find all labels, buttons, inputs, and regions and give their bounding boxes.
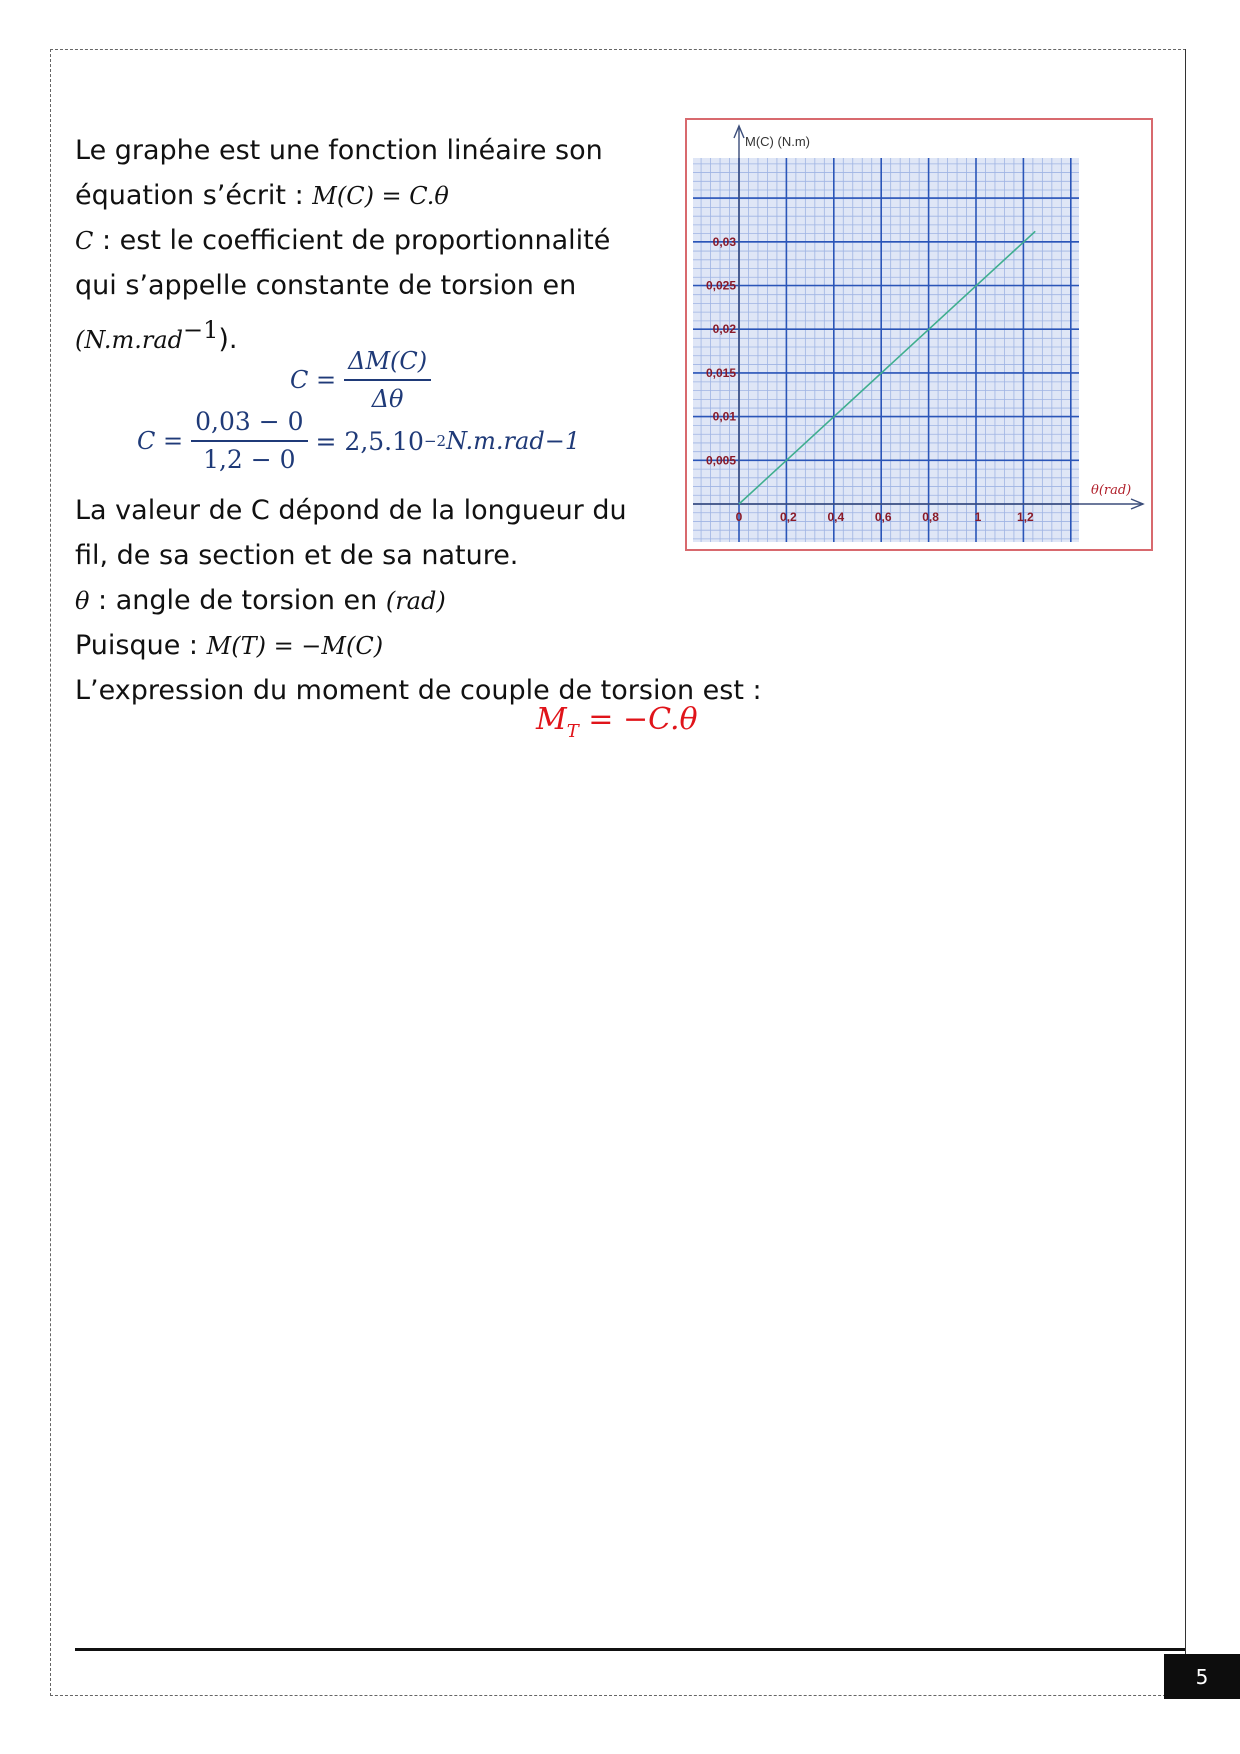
text-line-5: (N.m.rad$^{-1}$). [75, 316, 238, 355]
x-tick-label: 1,2 [1017, 510, 1034, 524]
x-tick-label: 0,8 [922, 510, 939, 524]
equation-c-value: C = $\frac{0,03 - 0}{1,2 - 0}$ = 2,5.10 −2 N.m.rad −1 [137, 407, 581, 474]
text-line-3: C : est le coefficient de proportionnalité [75, 225, 611, 256]
y-tick-label: 0,015 [705, 365, 736, 380]
text-line-8: θ : angle de torsion en (rad) [75, 585, 446, 616]
plot-background [693, 158, 1079, 542]
fraction-delta: $\frac{\Delta M(C)}{\Delta\theta}$ [344, 345, 431, 415]
y-tick-label: 0,025 [705, 278, 736, 293]
y-tick-label: 0,005 [705, 453, 736, 468]
text-line-10: L’expression du moment de couple de torsion est : [75, 675, 762, 706]
x-tick-label: 0,4 [827, 510, 845, 524]
x-tick-label: 1 [974, 510, 982, 524]
x-tick-label: 0,2 [780, 510, 797, 524]
text-line-1: Le graphe est une fonction linéaire son [75, 135, 603, 166]
chart-frame [685, 118, 1153, 551]
y-axis-label: M(C) (N.m) [745, 134, 810, 149]
body-text [75, 128, 675, 353]
x-tick-label: 0 [735, 510, 743, 524]
page-border-right [1185, 49, 1186, 1696]
text-line-6: La valeur de C dépond de la longueur du [75, 495, 627, 526]
torsion-chart [687, 120, 1151, 549]
equation-c-definition: C = $\frac{\Delta M(C)}{\Delta\theta}$ [290, 345, 439, 415]
x-axis-label: θ(rad) [1091, 483, 1132, 498]
y-tick-label: 0,03 [712, 234, 736, 249]
text-line-9: Puisque : M(T) = −M(C) [75, 630, 384, 661]
y-tick-label: 0,02 [712, 322, 736, 337]
text-line-4: qui s’appelle constante de torsion en [75, 270, 577, 301]
x-tick-label: 0,6 [874, 510, 892, 524]
text-line-2: équation s’écrit : M(C) = C.θ [75, 180, 449, 211]
text-line-7: fil, de sa section et de sa nature. [75, 540, 519, 571]
page-number: 5 [1164, 1654, 1240, 1699]
y-tick-label: 0,01 [712, 409, 736, 424]
final-equation: $M_T = -C.\theta$ [536, 702, 698, 742]
fraction-values: $\frac{0,03 - 0}{1,2 - 0}$ [191, 406, 307, 476]
footer-rule [75, 1648, 1185, 1651]
body-text-continued [75, 488, 762, 713]
